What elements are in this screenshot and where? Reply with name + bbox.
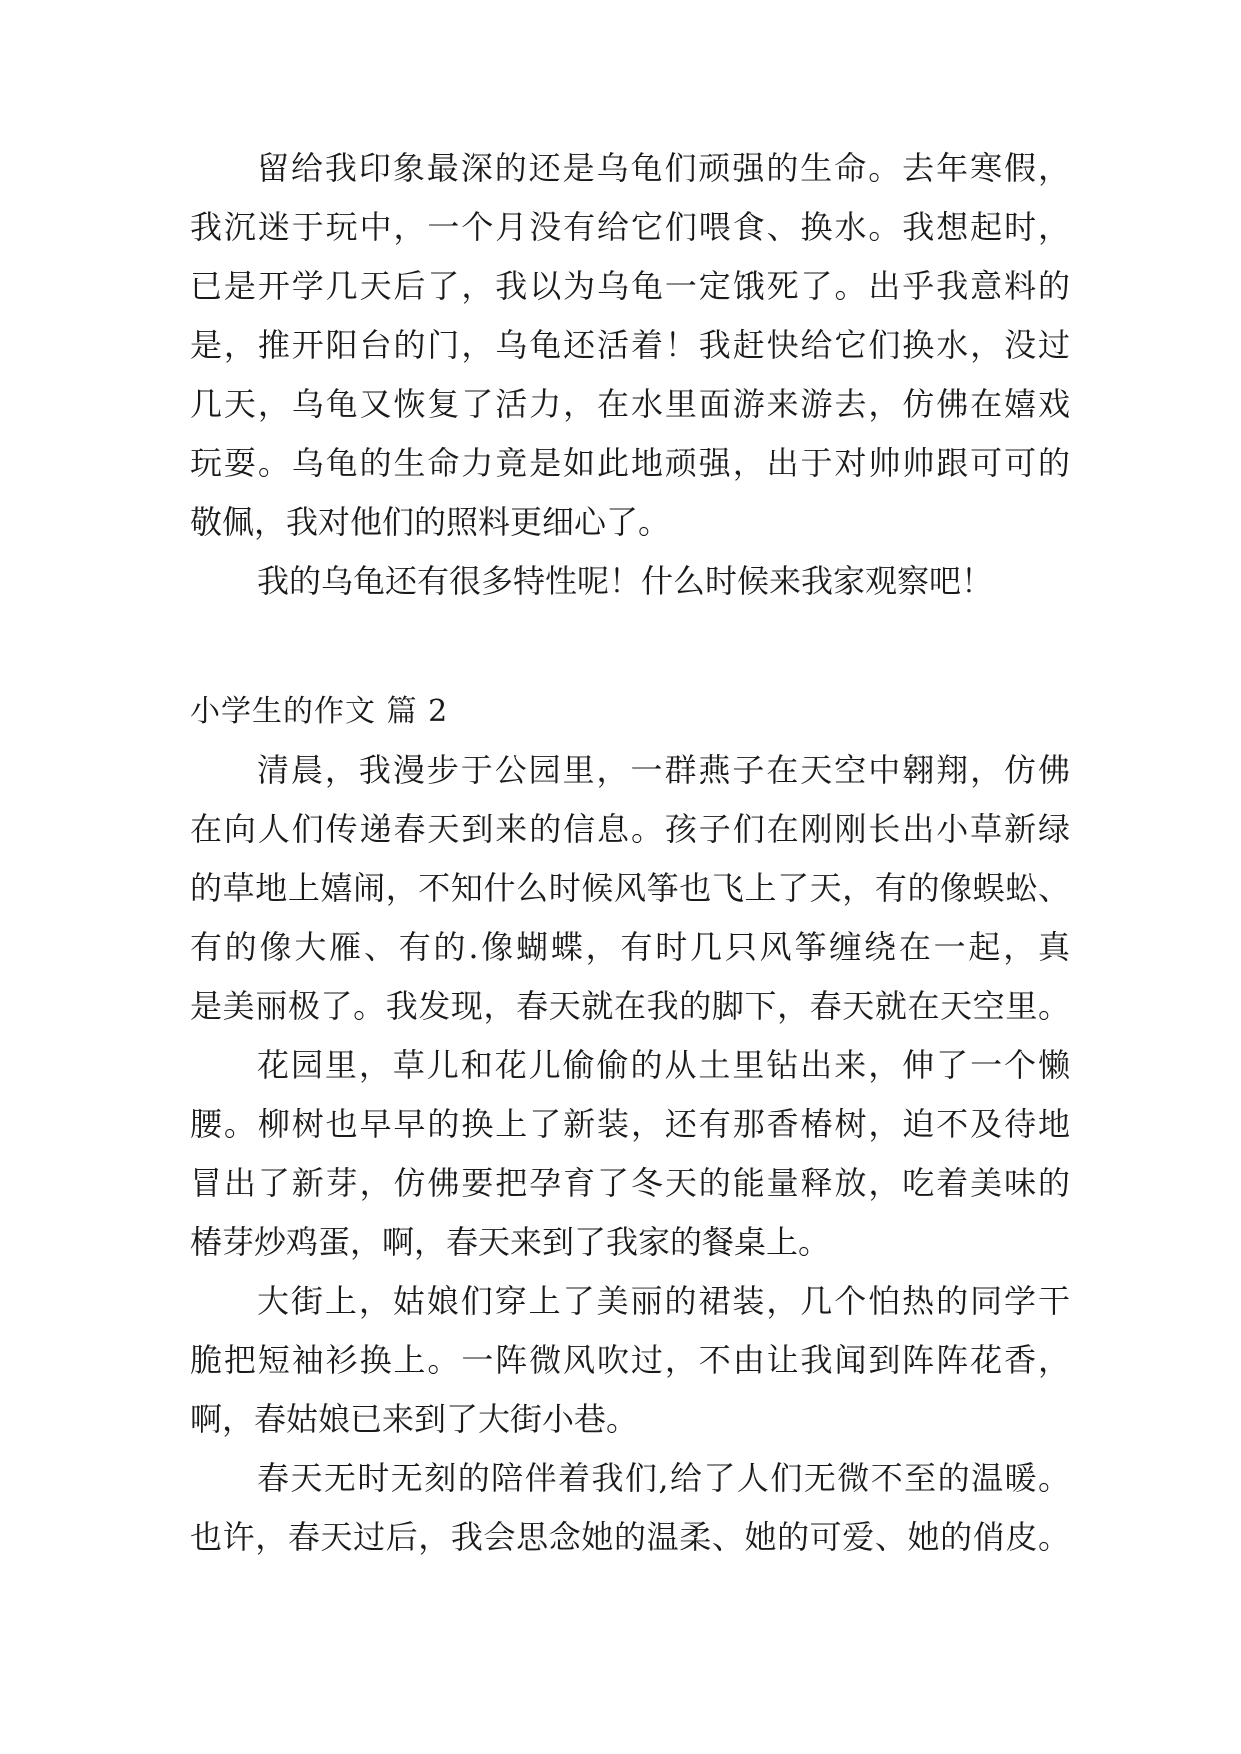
paragraph-line: 在向人们传递春天到来的信息。孩子们在刚刚长出小草新绿 bbox=[190, 810, 1070, 848]
paragraph-line: 腰。柳树也早早的换上了新装，还有那香椿树，迫不及待地 bbox=[190, 1105, 1070, 1143]
paragraph-line: 我沉迷于玩中，一个月没有给它们喂食、换水。我想起时， bbox=[190, 208, 1070, 246]
paragraph-line: 大街上，姑娘们穿上了美丽的裙装，几个怕热的同学干 bbox=[257, 1282, 1070, 1320]
paragraph-line: 春天无时无刻的陪伴着我们,给了人们无微不至的温暖。 bbox=[257, 1459, 1070, 1497]
paragraph-line: 花园里，草儿和花儿偷偷的从土里钻出来，伸了一个懒 bbox=[257, 1046, 1070, 1084]
section-heading: 小学生的作文 篇 2 bbox=[190, 694, 449, 729]
paragraph-line: 冒出了新芽，仿佛要把孕育了冬天的能量释放，吃着美味的 bbox=[190, 1164, 1070, 1202]
paragraph-line: 的草地上嬉闹，不知什么时候风筝也飞上了天，有的像蜈蚣、 bbox=[190, 869, 1070, 907]
paragraph-line: 是，推开阳台的门，乌龟还活着！我赶快给它们换水，没过 bbox=[190, 326, 1070, 364]
paragraph-line: 椿芽炒鸡蛋，啊，春天来到了我家的餐桌上。 bbox=[190, 1223, 831, 1261]
paragraph-line: 几天，乌龟又恢复了活力，在水里面游来游去，仿佛在嬉戏 bbox=[190, 385, 1070, 423]
paragraph-line: 已是开学几天后了，我以为乌龟一定饿死了。出乎我意料的 bbox=[190, 267, 1070, 305]
paragraph-line: 玩耍。乌龟的生命力竟是如此地顽强，出于对帅帅跟可可的 bbox=[190, 444, 1070, 482]
paragraph-line: 也许，春天过后，我会思念她的温柔、她的可爱、她的俏皮。 bbox=[190, 1518, 1070, 1556]
paragraph-line: 敬佩，我对他们的照料更细心了。 bbox=[190, 503, 671, 541]
paragraph-line: 是美丽极了。我发现，春天就在我的脚下，春天就在天空里。 bbox=[190, 987, 1070, 1025]
paragraph-line: 脆把短袖衫换上。一阵微风吹过，不由让我闻到阵阵花香， bbox=[190, 1341, 1070, 1379]
paragraph-line: 啊，春姑娘已来到了大街小巷。 bbox=[190, 1400, 639, 1438]
paragraph-line: 留给我印象最深的还是乌龟们顽强的生命。去年寒假， bbox=[257, 149, 1070, 187]
paragraph-line: 有的像大雁、有的.像蝴蝶，有时几只风筝缠绕在一起，真 bbox=[190, 928, 1070, 966]
paragraph-line: 清晨，我漫步于公园里，一群燕子在天空中翱翔，仿佛 bbox=[257, 751, 1070, 789]
paragraph-line: 我的乌龟还有很多特性呢！什么时候来我家观察吧！ bbox=[257, 562, 994, 600]
